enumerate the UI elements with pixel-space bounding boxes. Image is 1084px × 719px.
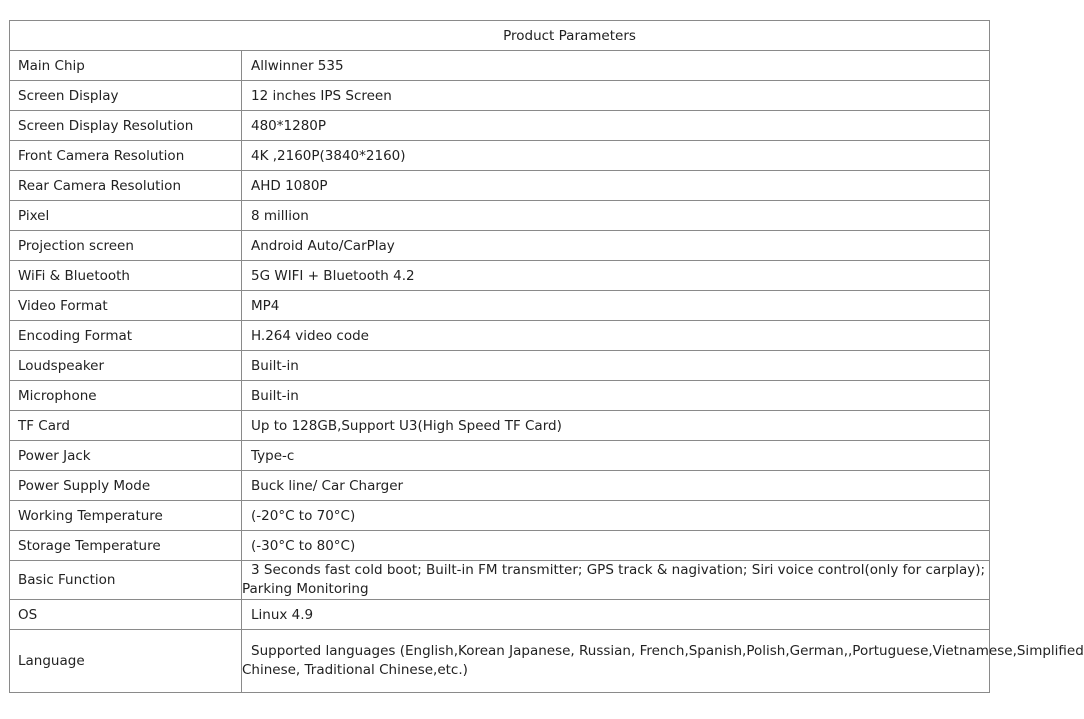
- table-row: [10, 291, 990, 321]
- param-value: 12 inches IPS Screen: [242, 81, 990, 111]
- param-key: Projection screen: [10, 231, 242, 261]
- param-value: MP4: [242, 291, 990, 321]
- table-row: [10, 501, 990, 531]
- product-parameters-table-container: [9, 20, 1084, 693]
- param-value: H.264 video code: [242, 321, 990, 351]
- table-row: [10, 630, 990, 693]
- table-row: [10, 81, 990, 111]
- param-value: 480*1280P: [242, 111, 990, 141]
- table-row: [10, 171, 990, 201]
- param-value: Built-in: [242, 381, 990, 411]
- param-value-line: 3 Seconds fast cold boot; Built-in FM transmitter; GPS track & nagivation; Siri voice control(only for carplay);: [251, 562, 986, 578]
- param-value: Linux 4.9: [242, 600, 990, 630]
- param-key: Language: [10, 630, 242, 693]
- table-row: [10, 561, 990, 600]
- param-key: Screen Display: [10, 81, 242, 111]
- param-key: Rear Camera Resolution: [10, 171, 242, 201]
- param-value: Up to 128GB,Support U3(High Speed TF Card): [242, 411, 990, 441]
- param-value: Built-in: [242, 351, 990, 381]
- table-row: [10, 141, 990, 171]
- param-key: TF Card: [10, 411, 242, 441]
- param-value-line: Chinese, Traditional Chinese,etc.): [242, 662, 468, 678]
- table-row: [10, 321, 990, 351]
- table-row: [10, 471, 990, 501]
- table-row: [10, 411, 990, 441]
- param-value: Android Auto/CarPlay: [242, 231, 990, 261]
- table-row: [10, 231, 990, 261]
- param-key: Working Temperature: [10, 501, 242, 531]
- param-key: Loudspeaker: [10, 351, 242, 381]
- param-key: OS: [10, 600, 242, 630]
- param-key: Encoding Format: [10, 321, 242, 351]
- param-key: Screen Display Resolution: [10, 111, 242, 141]
- table-row: [10, 261, 990, 291]
- param-value: (-20°C to 70°C): [242, 501, 990, 531]
- param-value-line: Parking Monitoring: [242, 581, 369, 597]
- param-value: Type-c: [242, 441, 990, 471]
- param-key: Storage Temperature: [10, 531, 242, 561]
- table-header: Product Parameters: [10, 21, 990, 51]
- param-value: 8 million: [242, 201, 990, 231]
- param-value: 4K ,2160P(3840*2160): [242, 141, 990, 171]
- param-key: WiFi & Bluetooth: [10, 261, 242, 291]
- param-key: Video Format: [10, 291, 242, 321]
- param-value: AHD 1080P: [242, 171, 990, 201]
- table-header-row: [10, 21, 990, 51]
- table-row: [10, 381, 990, 411]
- table-row: [10, 441, 990, 471]
- param-key: Power Jack: [10, 441, 242, 471]
- table-row: [10, 351, 990, 381]
- param-value-line: Supported languages (English,Korean Japanese, Russian, French,Spanish,Polish,German,,Portuguese,Vietnamese,Simplified: [251, 643, 1084, 659]
- param-key: Front Camera Resolution: [10, 141, 242, 171]
- table-row: [10, 531, 990, 561]
- table-row: [10, 600, 990, 630]
- param-value: Allwinner 535: [242, 51, 990, 81]
- product-parameters-table: [9, 20, 1084, 693]
- param-key: Pixel: [10, 201, 242, 231]
- table-row: [10, 201, 990, 231]
- param-value: [242, 561, 990, 600]
- param-key: Basic Function: [10, 561, 242, 600]
- table-row: [10, 51, 990, 81]
- param-value: (-30°C to 80°C): [242, 531, 990, 561]
- param-value: [242, 630, 1084, 693]
- table-row: [10, 111, 990, 141]
- param-key: Main Chip: [10, 51, 242, 81]
- param-value: Buck line/ Car Charger: [242, 471, 990, 501]
- param-key: Microphone: [10, 381, 242, 411]
- param-value: 5G WIFI + Bluetooth 4.2: [242, 261, 990, 291]
- param-key: Power Supply Mode: [10, 471, 242, 501]
